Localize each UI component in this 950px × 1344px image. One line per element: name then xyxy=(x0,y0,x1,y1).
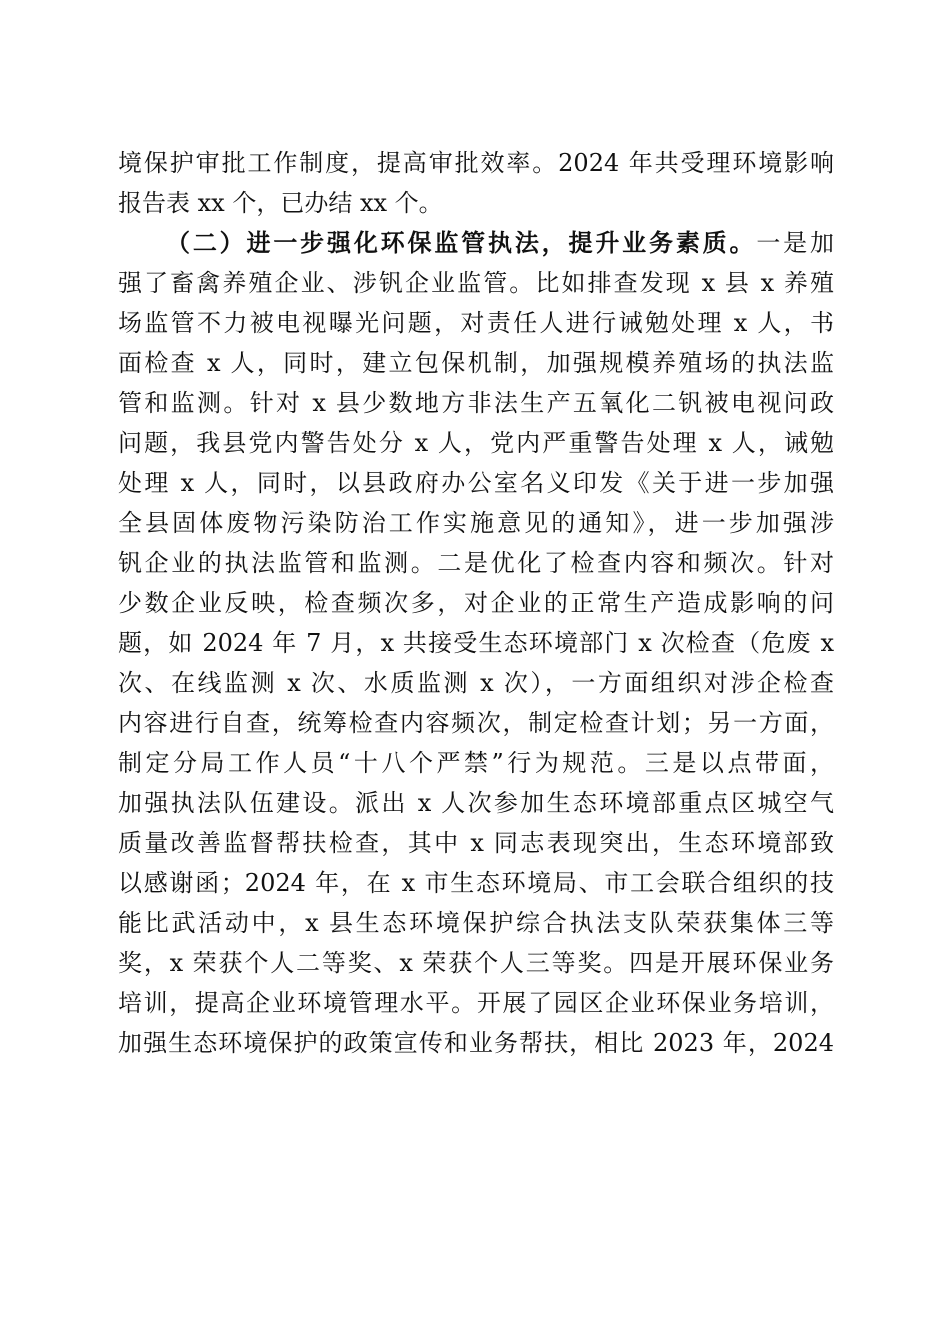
text-line: 处理 x 人，同时，以县政府办公室名义印发《关于进一步加强 xyxy=(118,469,834,497)
text-line: 面检查 x 人，同时，建立包保机制，加强规模养殖场的执法监 xyxy=(118,349,834,377)
text-line: 能比武活动中，x 县生态环境保护综合执法支队荣获集体三等 xyxy=(118,909,834,937)
text-line: 少数企业反映，检查频次多，对企业的正常生产造成影响的问 xyxy=(118,589,834,617)
section-heading: （二）进一步强化环保监管执法，提升业务素质。 xyxy=(166,228,757,257)
text-line: 场监管不力被电视曝光问题，对责任人进行诫勉处理 x 人，书 xyxy=(118,309,834,337)
text-line: 管和监测。针对 x 县少数地方非法生产五氧化二钒被电视问政 xyxy=(118,389,834,417)
text-line: 内容进行自查，统筹检查内容频次，制定检查计划；另一方面， xyxy=(118,709,834,737)
text-line: 奖，x 荣获个人二等奖、x 荣获个人三等奖。四是开展环保业务 xyxy=(118,949,834,977)
text-line: 题，如 2024 年 7 月，x 共接受生态环境部门 x 次检查（危废 x xyxy=(118,629,834,657)
text-line: 加强生态环境保护的政策宣传和业务帮扶，相比 2023 年，2024 xyxy=(118,1029,834,1057)
text-line: 境保护审批工作制度，提高审批效率。2024 年共受理环境影响 xyxy=(118,149,834,177)
text-line: 质量改善监督帮扶检查，其中 x 同志表现突出，生态环境部致 xyxy=(118,829,834,857)
text-line: 报告表 xx 个，已办结 xx 个。 xyxy=(118,189,443,217)
text-line: 制定分局工作人员“十八个严禁”行为规范。三是以点带面， xyxy=(118,749,834,777)
body-text xyxy=(118,143,834,1063)
text-line: 培训，提高企业环境管理水平。开展了园区企业环保业务培训， xyxy=(118,989,834,1017)
text-line: 以感谢函；2024 年，在 x 市生态环境局、市工会联合组织的技 xyxy=(118,869,834,897)
text-line: 钒企业的执法监管和监测。二是优化了检查内容和频次。针对 xyxy=(118,549,834,577)
text-line: 问题，我县党内警告处分 x 人，党内严重警告处理 x 人，诫勉 xyxy=(118,429,834,457)
text-run: 一是加 xyxy=(756,229,835,257)
text-line: 加强执法队伍建设。派出 x 人次参加生态环境部重点区城空气 xyxy=(118,789,834,817)
text-line: 全县固体废物污染防治工作实施意见的通知》，进一步加强涉 xyxy=(118,509,834,537)
text-line: 次、在线监测 x 次、水质监测 x 次），一方面组织对涉企检查 xyxy=(118,669,834,697)
text-line: 强了畜禽养殖企业、涉钒企业监管。比如排查发现 x 县 x 养殖 xyxy=(118,269,834,297)
section-heading-line xyxy=(118,223,834,263)
